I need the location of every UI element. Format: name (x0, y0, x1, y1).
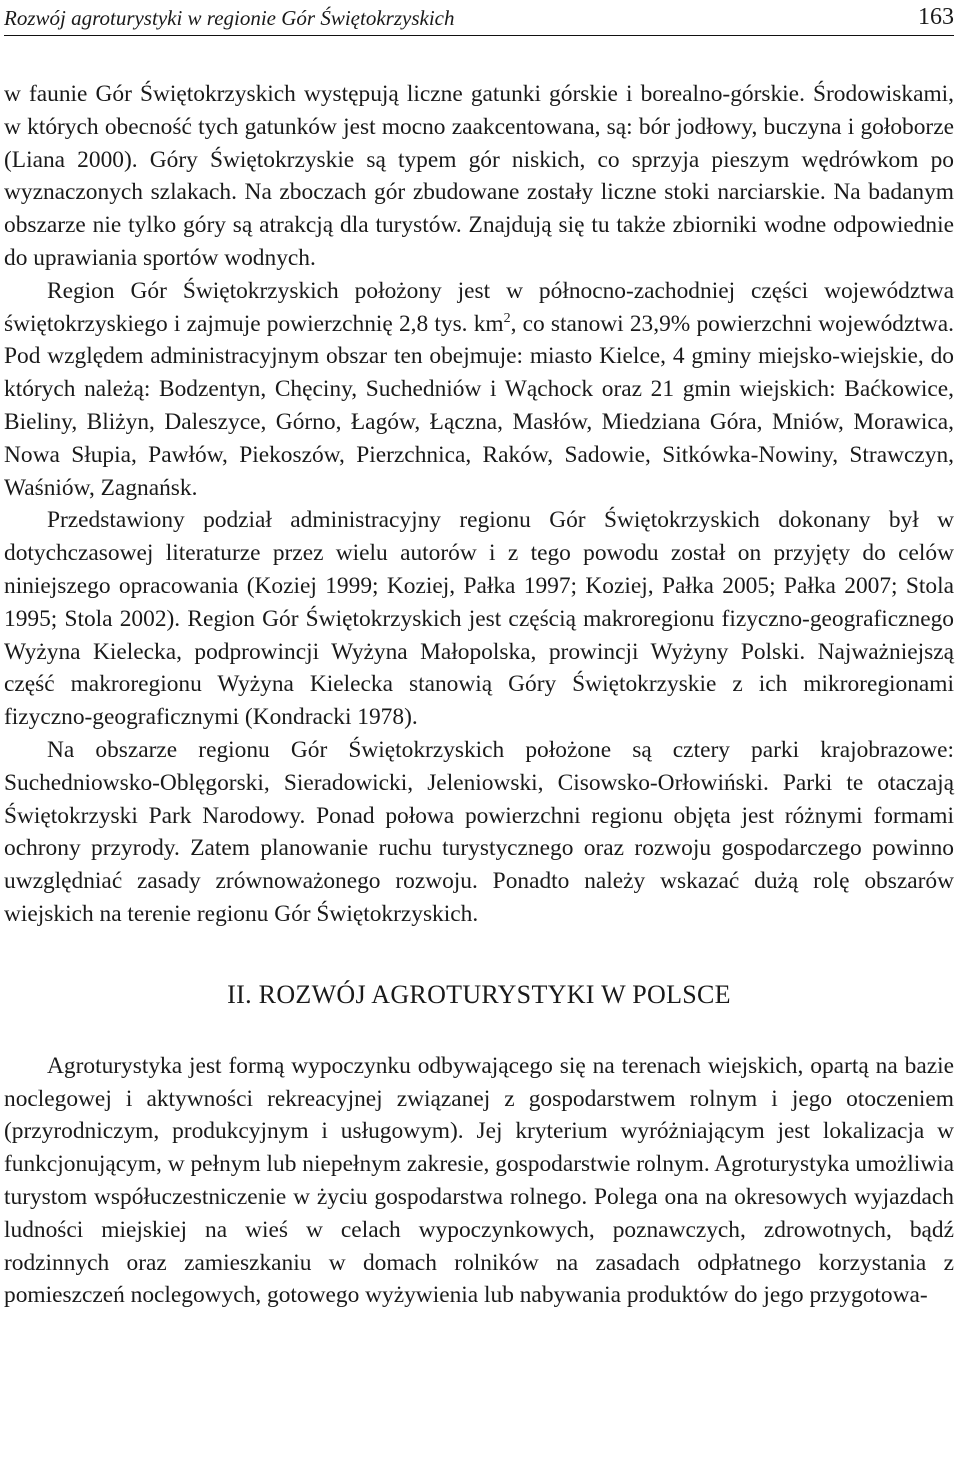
running-head (4, 0, 954, 36)
paragraph-region (4, 275, 954, 505)
superscript-2: 2 (503, 310, 511, 326)
body-text (4, 78, 954, 1312)
paragraph-administrative: Przedstawiony podział administracyjny regionu Gór Świętokrzyskich dokonany był w dotychczasowej literaturze przez wielu autorów i z tego powodu został on przyjęty do celów niniejszego opracowania (Koziej 1999; Koziej, Pałka 1997; Koziej, Pałka 2005; Pałka 2007; Stola 1995; Stola 2002). Region Gór Świętokrzyskich jest częścią makroregionu fizyczno-geograficznego Wyżyna Kielecka, podprowincji Wyżyna Małopolska, prowincji Wyżyny Polski. Najważniejszą część makroregionu Wyżyna Kielecka stanowią Góry Świętokrzyskie z ich mikroregionami fizyczno-geograficznymi (Kondracki 1978). (4, 507, 954, 731)
section-heading: II. ROZWÓJ AGROTURYSTYKI W POLSCE (227, 979, 731, 1009)
paragraph-region-text-cont: , co stanowi 23,9% powierzchni województwa. Pod względem administracyjnym obszar ten obejmuje: miasto Kielce, 4 gminy miejsko-wiejskie, do których należą: Bodzentyn, Chęciny, Suchedniów i Wąchock oraz 21 gmin wiejskich: Baćkowice, Bieliny, Bliżyn, Daleszyce, Górno, Łagów, Łączna, Masłów, Miedziana Góra, Mniów, Morawica, Nowa Słupia, Pawłów, Piekoszów, Pierzchnica, Raków, Sadowie, Sitkówka-Nowiny, Strawczyn, Waśniów, Zagnańsk. (4, 310, 954, 501)
page-number: 163 (918, 4, 954, 30)
running-title: Rozwój agroturystyki w regionie Gór Świętokrzyskich (4, 6, 455, 30)
paragraph-fauna: w faunie Gór Świętokrzyskich występują liczne gatunki górskie i borealno-górskie. Środowiskami, w których obecność tych gatunków jest mocno zaakcentowana, są: bór jodłowy, buczyna i gołoborze (Liana 2000). Góry Świętokrzyskie są typem gór niskich, co sprzyja pieszym wędrówkom po wyznaczonych szlakach. Na zboczach gór zbudowane zostały liczne stoki narciarskie. Na badanym obszarze nie tylko góry są atrakcją dla turystów. Znajdują się tu także zbiorniki wodne odpowiednie do uprawiania sportów wodnych. (4, 81, 954, 271)
paragraph-parks: Na obszarze regionu Gór Świętokrzyskich położone są cztery parki krajobrazowe: Suchedniowsko-Oblęgorski, Sieradowicki, Jeleniowski, Cisowsko-Orłowiński. Parki te otaczają Świętokrzyski Park Narodowy. Ponad połowa powierzchni regionu objęta jest różnymi formami ochrony przyrody. Zatem planowanie ruchu turystycznego oraz rozwoju gospodarczego powinno uwzględniać zasady zrównoważonego rozwoju. Ponadto należy wskazać dużą rolę obszarów wiejskich na terenie regionu Gór Świętokrzyskich. (4, 736, 954, 927)
paragraph-agroturystyka: Agroturystyka jest formą wypoczynku odbywającego się na terenach wiejskich, opartą na bazie noclegowej i aktywności rekreacyjnej związanej z gospodarstwem rolnym i jego otoczeniem (przyrodniczym, produkcyjnym i usługowym). Jej kryterium wyróżniającym jest lokalizacja w funkcjonującym, w pełnym lub niepełnym zakresie, gospodarstwie rolnym. Agroturystyka umożliwia turystom współuczestniczenie w życiu gospodarstwa rolnego. Polega ona na okresowych wyjazdach ludności miejskiej na wieś w celach wypoczynkowych, poznawczych, zdrowotnych, bądź rodzinnych oraz zamieszkaniu w domach rolników na zasadach odpłatnego korzystania z pomieszczeń noclegowych, gotowego wyżywienia lub nabywania produktów do jego przygotowa- (4, 1052, 954, 1309)
paragraph-region-text: Region Gór Świętokrzyskich położony jest w północno-zachodniej części województwa świętokrzyskiego i zajmuje powierzchnię 2,8 tys. km (4, 277, 954, 337)
